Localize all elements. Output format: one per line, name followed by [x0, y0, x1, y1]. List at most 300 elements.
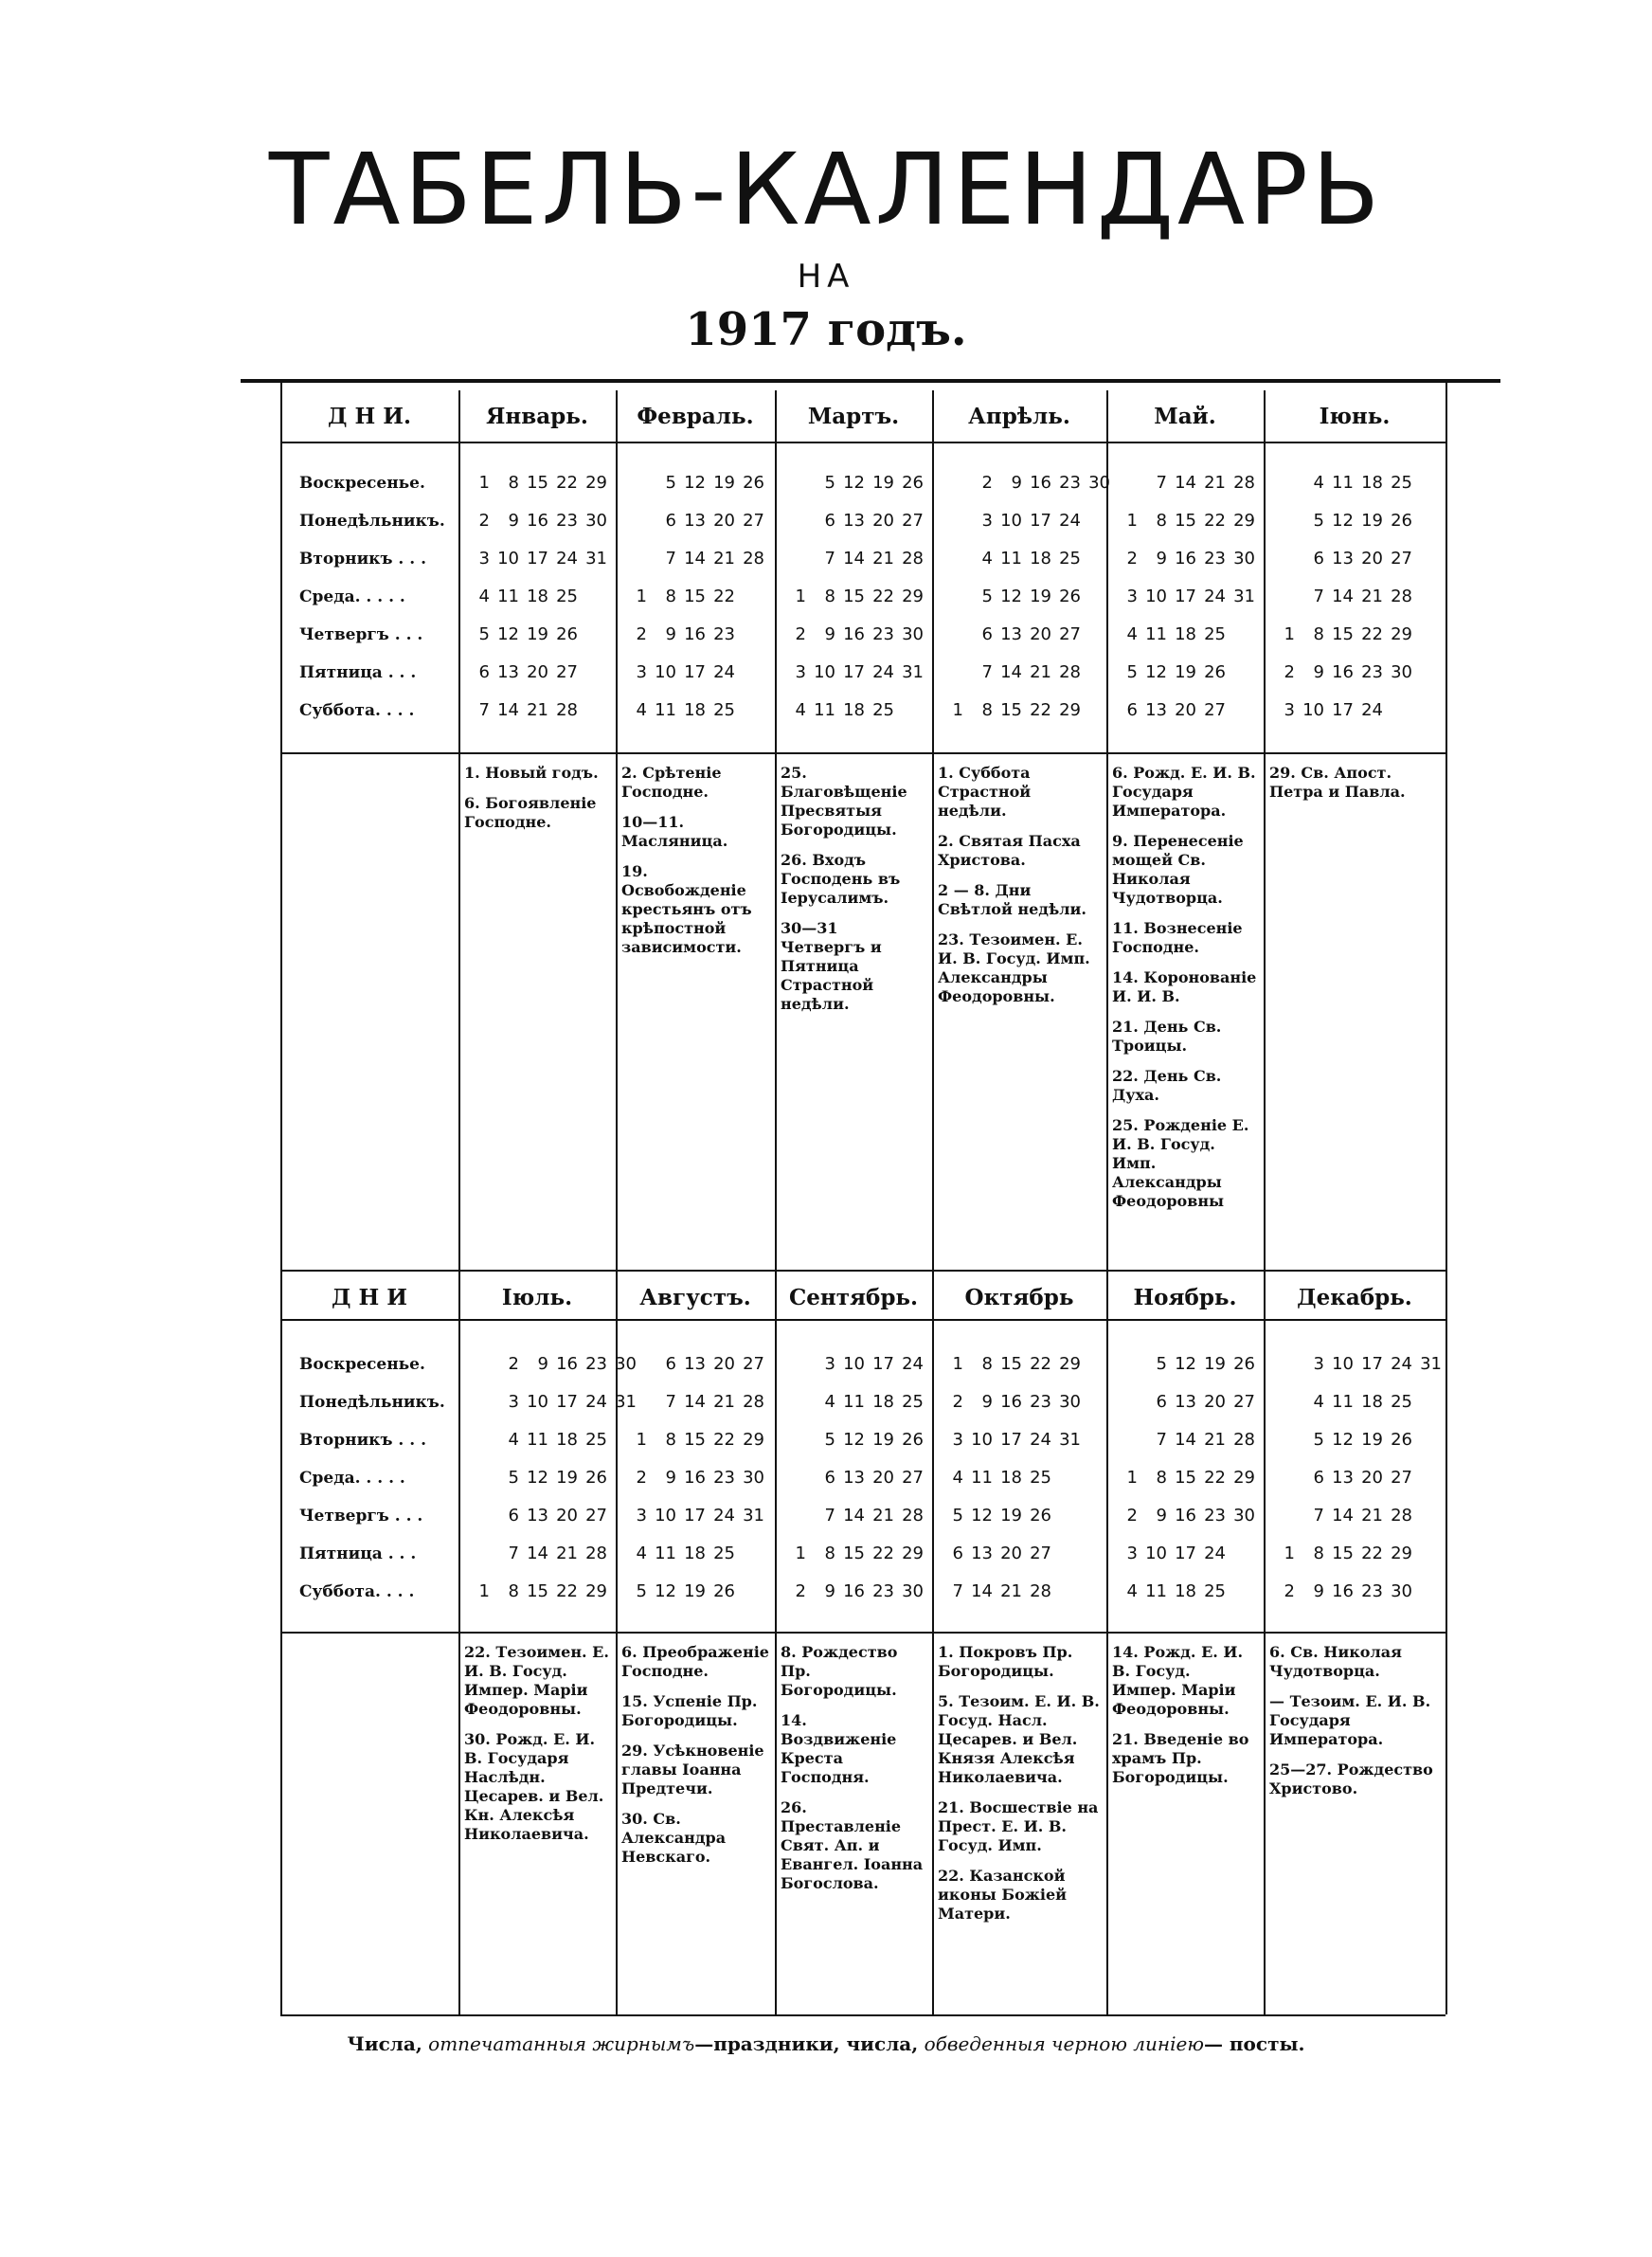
- day-number: 4: [952, 1468, 963, 1488]
- month-days: [620, 464, 766, 730]
- day-number: [620, 540, 649, 578]
- day-number: 12: [971, 1506, 993, 1526]
- day-number: [620, 1345, 649, 1383]
- day-number: 2: [1284, 662, 1295, 682]
- day-number: 11: [971, 1468, 993, 1488]
- day-number: 7: [824, 1506, 835, 1526]
- day-number: 30: [615, 1354, 637, 1374]
- day-number: 20: [527, 662, 548, 682]
- week-row: [779, 502, 925, 540]
- week-row: [936, 1459, 1083, 1497]
- week-row: [936, 540, 1112, 578]
- holiday-notes: [616, 1643, 775, 1878]
- day-number: [1267, 1383, 1297, 1421]
- day-number: 27: [743, 1354, 764, 1374]
- day-number: 3: [795, 662, 806, 682]
- day-name: Воскресенье.: [299, 1355, 425, 1374]
- holiday-note: 25—27. Рождество Христово.: [1269, 1760, 1433, 1797]
- week-row: [779, 578, 925, 616]
- week-row: [620, 1497, 766, 1535]
- day-number: [1267, 578, 1297, 616]
- day-number: 21: [1361, 1506, 1383, 1526]
- day-number: 17: [684, 1506, 706, 1526]
- day-number: 9: [1313, 662, 1324, 682]
- day-number: 3: [636, 1506, 647, 1526]
- day-number: [1414, 1421, 1444, 1459]
- holiday-note: 30. Рожд. Е. И. В. Государя Наслѣдн. Цесарев. и Вел. Кн. Алексѣя Николаевича.: [464, 1730, 604, 1843]
- day-number: 22: [1361, 1544, 1383, 1563]
- day-number: 17: [684, 662, 706, 682]
- day-number: 19: [527, 624, 548, 644]
- day-number: 26: [1030, 1506, 1051, 1526]
- section-rule: [280, 1319, 1446, 1321]
- day-number: 15: [1000, 1354, 1022, 1374]
- week-row: [779, 1421, 925, 1459]
- day-number: [779, 502, 808, 540]
- day-number: 10: [655, 662, 676, 682]
- day-number: 20: [1204, 1392, 1226, 1412]
- month-days: [779, 1345, 925, 1611]
- day-number: 17: [556, 1392, 578, 1412]
- month-days: [620, 1345, 766, 1611]
- day-number: 27: [902, 511, 924, 531]
- day-number: 14: [497, 700, 519, 720]
- holiday-note: 22. Казанской иконы Божіей Матери.: [938, 1867, 1068, 1923]
- day-number: 29: [902, 587, 924, 606]
- week-row: [1110, 616, 1257, 654]
- week-row: [1110, 540, 1257, 578]
- week-row: [779, 616, 925, 654]
- week-row: [462, 1535, 638, 1573]
- footnote-part-b: отпечатанныя жирнымъ: [428, 2032, 695, 2055]
- day-number: 1: [1126, 511, 1138, 531]
- week-row: [462, 1573, 638, 1611]
- day-number: 10: [527, 1392, 548, 1412]
- week-row: [620, 692, 766, 730]
- month-header: Сентябрь.: [788, 1285, 919, 1310]
- day-number: [580, 578, 609, 616]
- month-header: Февраль.: [637, 404, 754, 429]
- day-number: 8: [1156, 1468, 1167, 1488]
- month-days: [1110, 464, 1257, 730]
- week-row: [936, 1535, 1083, 1573]
- day-number: 19: [1361, 1430, 1383, 1450]
- day-number: 24: [1361, 700, 1383, 720]
- day-number: 29: [1391, 624, 1412, 644]
- day-number: 5: [1313, 1430, 1324, 1450]
- day-number: 26: [1204, 662, 1226, 682]
- holiday-note: 2. Святая Пасха Христова.: [938, 832, 1081, 869]
- day-number: [737, 1573, 766, 1611]
- day-number: 27: [1391, 549, 1412, 569]
- day-number: 23: [556, 511, 578, 531]
- day-number: 13: [684, 511, 706, 531]
- day-number: [779, 540, 808, 578]
- day-number: 3: [1284, 700, 1295, 720]
- day-number: 4: [1313, 473, 1324, 493]
- day-number: 23: [713, 624, 735, 644]
- day-number: 10: [814, 662, 835, 682]
- day-number: 5: [508, 1468, 519, 1488]
- day-number: 24: [872, 662, 894, 682]
- day-number: 9: [665, 624, 676, 644]
- week-row: [936, 616, 1112, 654]
- day-number: 28: [1391, 587, 1412, 606]
- week-row: [1267, 1421, 1444, 1459]
- day-number: 11: [843, 1392, 865, 1412]
- day-number: 18: [1030, 549, 1051, 569]
- week-row: [1110, 464, 1257, 502]
- week-row: [462, 502, 609, 540]
- day-number: 21: [556, 1544, 578, 1563]
- footnote-part-e: — посты.: [1203, 2032, 1305, 2055]
- day-number: 11: [1000, 549, 1022, 569]
- day-number: 26: [556, 624, 578, 644]
- day-number: 18: [1175, 624, 1196, 644]
- day-number: 17: [527, 549, 548, 569]
- holiday-note: 30. Св. Александра Невскаго.: [621, 1810, 727, 1866]
- week-row: [936, 1421, 1083, 1459]
- day-number: 1: [1126, 1468, 1138, 1488]
- day-number: 8: [1313, 1544, 1324, 1563]
- day-number: 25: [1030, 1468, 1051, 1488]
- day-number: 27: [1233, 1392, 1255, 1412]
- day-number: 3: [1126, 587, 1138, 606]
- day-number: 29: [902, 1544, 924, 1563]
- day-number: 7: [1313, 1506, 1324, 1526]
- day-number: 24: [1391, 1354, 1412, 1374]
- day-number: 10: [843, 1354, 865, 1374]
- day-number: 22: [556, 1581, 578, 1601]
- day-number: 4: [981, 549, 993, 569]
- day-number: 1: [478, 1581, 490, 1601]
- day-number: 9: [824, 624, 835, 644]
- week-row: [1110, 1345, 1257, 1383]
- day-number: 29: [585, 473, 607, 493]
- day-number: 22: [872, 587, 894, 606]
- day-number: [779, 1421, 808, 1459]
- day-number: 15: [1175, 1468, 1196, 1488]
- day-number: 13: [1332, 549, 1354, 569]
- day-number: 21: [1204, 473, 1226, 493]
- day-number: 19: [872, 473, 894, 493]
- day-number: 25: [1391, 473, 1412, 493]
- day-number: 20: [1000, 1544, 1022, 1563]
- holiday-notes: [458, 764, 616, 843]
- day-number: 31: [1233, 587, 1255, 606]
- week-row: [620, 1345, 766, 1383]
- holiday-note: 30—31 Четвергъ и Пятница Страстной недѣли.: [781, 919, 882, 1013]
- day-number: 20: [872, 1468, 894, 1488]
- holiday-note: 14. Воздвиженіе Креста Господня.: [781, 1711, 897, 1786]
- holiday-note: 21. День Св. Троицы.: [1112, 1018, 1222, 1055]
- day-number: 23: [1204, 549, 1226, 569]
- week-row: [1267, 1459, 1444, 1497]
- holiday-note: 14. Рожд. Е. И. В. Госуд. Импер. Маріи Феодоровны.: [1112, 1643, 1244, 1718]
- day-number: 4: [1126, 624, 1138, 644]
- week-row: [1267, 1383, 1444, 1421]
- day-number: 15: [684, 587, 706, 606]
- day-number: [462, 1345, 492, 1383]
- week-row: [1267, 502, 1414, 540]
- holiday-note: 23. Тезоимен. Е. И. В. Госуд. Имп. Александры Феодоровны.: [938, 930, 1090, 1005]
- holiday-note: 6. Преображеніе Господне.: [621, 1643, 769, 1680]
- holiday-note: 19. Освобожденіе крестьянъ отъ крѣпостной зависимости.: [621, 862, 752, 956]
- day-number: 8: [1313, 624, 1324, 644]
- week-row: [779, 1535, 925, 1573]
- day-number: 7: [952, 1581, 963, 1601]
- day-number: [580, 616, 609, 654]
- day-number: 7: [1156, 1430, 1167, 1450]
- day-number: 11: [497, 587, 519, 606]
- day-name: Пятница . . .: [299, 663, 417, 682]
- week-row: [1267, 464, 1414, 502]
- week-row: [779, 464, 925, 502]
- holiday-notes: [616, 764, 775, 968]
- day-number: 11: [1332, 1392, 1354, 1412]
- page-title: ТАБЕЛЬ-КАЛЕНДАРЬ: [268, 132, 1384, 247]
- day-number: [936, 464, 965, 502]
- day-number: 10: [1145, 587, 1167, 606]
- subtitle-na: НА: [797, 258, 855, 296]
- day-number: 26: [902, 473, 924, 493]
- day-number: 9: [981, 1392, 993, 1412]
- day-number: 6: [824, 511, 835, 531]
- day-number: 23: [1030, 1392, 1051, 1412]
- week-row: [620, 1383, 766, 1421]
- day-number: 20: [713, 511, 735, 531]
- day-number: [779, 1345, 808, 1383]
- day-number: 18: [1175, 1581, 1196, 1601]
- day-number: 6: [824, 1468, 835, 1488]
- holiday-notes: [775, 764, 932, 1025]
- week-row: [1267, 540, 1414, 578]
- week-row: [936, 654, 1112, 692]
- day-name: Среда. . . . .: [299, 587, 405, 606]
- day-number: 21: [527, 700, 548, 720]
- day-number: 5: [1156, 1354, 1167, 1374]
- day-number: 3: [824, 1354, 835, 1374]
- day-number: [1083, 540, 1112, 578]
- day-number: 29: [743, 1430, 764, 1450]
- week-row: [779, 1383, 925, 1421]
- day-number: 14: [843, 549, 865, 569]
- day-number: 14: [684, 1392, 706, 1412]
- holiday-notes: [1106, 764, 1264, 1222]
- days-header: Д Н И: [332, 1285, 407, 1310]
- day-number: 15: [843, 587, 865, 606]
- day-number: [1267, 464, 1297, 502]
- day-number: 23: [1059, 473, 1081, 493]
- holiday-note: 26. Входъ Господень въ Іерусалимъ.: [781, 851, 901, 907]
- week-row: [1110, 1535, 1257, 1573]
- day-number: 2: [1126, 1506, 1138, 1526]
- day-number: [1053, 1497, 1083, 1535]
- week-row: [462, 616, 609, 654]
- day-number: 13: [684, 1354, 706, 1374]
- day-number: 18: [556, 1430, 578, 1450]
- day-number: 24: [713, 1506, 735, 1526]
- day-number: 16: [1030, 473, 1051, 493]
- day-number: [1414, 1383, 1444, 1421]
- day-number: 27: [743, 511, 764, 531]
- day-number: 13: [1175, 1392, 1196, 1412]
- day-number: 30: [1391, 662, 1412, 682]
- week-row: [462, 1345, 638, 1383]
- day-number: 8: [824, 587, 835, 606]
- day-number: 7: [478, 700, 490, 720]
- day-number: 12: [843, 1430, 865, 1450]
- day-number: 24: [556, 549, 578, 569]
- day-number: 8: [665, 1430, 676, 1450]
- day-number: 20: [1361, 549, 1383, 569]
- day-number: 6: [1156, 1392, 1167, 1412]
- day-number: 15: [1332, 1544, 1354, 1563]
- month-header: Январь.: [486, 404, 588, 429]
- day-number: 3: [981, 511, 993, 531]
- day-number: 9: [1313, 1581, 1324, 1601]
- day-number: [462, 1383, 492, 1421]
- day-number: 17: [1361, 1354, 1383, 1374]
- week-row: [462, 464, 609, 502]
- day-number: 26: [1233, 1354, 1255, 1374]
- day-number: 31: [1420, 1354, 1442, 1374]
- day-number: 25: [713, 700, 735, 720]
- day-number: 12: [655, 1581, 676, 1601]
- day-number: 23: [713, 1468, 735, 1488]
- day-number: 24: [1204, 1544, 1226, 1563]
- day-number: 7: [508, 1544, 519, 1563]
- week-row: [462, 654, 609, 692]
- day-number: 13: [843, 511, 865, 531]
- holiday-note: 8. Рождество Пр. Богородицы.: [781, 1643, 898, 1699]
- day-number: [737, 692, 766, 730]
- day-number: [1110, 464, 1140, 502]
- day-number: 30: [1233, 549, 1255, 569]
- week-row: [462, 540, 609, 578]
- day-number: 10: [1302, 700, 1324, 720]
- day-number: 16: [843, 1581, 865, 1601]
- holiday-note: — Тезоим. Е. И. В. Государя Императора.: [1269, 1692, 1431, 1748]
- week-row: [1110, 502, 1257, 540]
- week-row: [779, 1459, 925, 1497]
- holiday-note: 14. Коронованіе И. И. В.: [1112, 968, 1257, 1005]
- day-number: 17: [1175, 1544, 1196, 1563]
- day-number: 11: [655, 700, 676, 720]
- holiday-note: 25. Благовѣщеніе Пресвятыя Богородицы.: [781, 764, 907, 839]
- day-number: 7: [665, 549, 676, 569]
- day-number: 12: [1145, 662, 1167, 682]
- week-row: [936, 692, 1112, 730]
- days-header: Д Н И.: [328, 404, 411, 429]
- day-number: 23: [872, 1581, 894, 1601]
- day-number: 23: [1204, 1506, 1226, 1526]
- day-number: 2: [478, 511, 490, 531]
- day-number: 5: [981, 587, 993, 606]
- day-number: 24: [585, 1392, 607, 1412]
- day-number: [1385, 692, 1414, 730]
- footnote-part-d: обведенныя черною линіею: [924, 2032, 1204, 2055]
- week-row: [620, 540, 766, 578]
- day-number: 21: [1204, 1430, 1226, 1450]
- day-number: 28: [743, 1392, 764, 1412]
- day-number: 10: [971, 1430, 993, 1450]
- day-number: 5: [824, 1430, 835, 1450]
- day-number: [1228, 1535, 1257, 1573]
- day-number: 18: [1000, 1468, 1022, 1488]
- day-number: 16: [527, 511, 548, 531]
- day-number: 23: [1361, 662, 1383, 682]
- day-number: 20: [1175, 700, 1196, 720]
- day-number: 30: [1088, 473, 1110, 493]
- day-number: 22: [1030, 700, 1051, 720]
- day-number: 15: [527, 1581, 548, 1601]
- week-row: [1267, 692, 1414, 730]
- day-number: [737, 616, 766, 654]
- day-number: 11: [814, 700, 835, 720]
- day-number: 20: [713, 1354, 735, 1374]
- day-number: [1083, 578, 1112, 616]
- holiday-note: 29. Усѣкновеніе главы Іоанна Предтечи.: [621, 1742, 764, 1797]
- day-number: 28: [1233, 1430, 1255, 1450]
- day-number: [1083, 502, 1112, 540]
- day-number: 30: [1059, 1392, 1081, 1412]
- day-number: 5: [952, 1506, 963, 1526]
- week-row: [620, 1459, 766, 1497]
- day-number: 14: [971, 1581, 993, 1601]
- footnote-part-c: —праздники, числа,: [694, 2032, 919, 2055]
- day-number: 12: [1332, 1430, 1354, 1450]
- holiday-note: 2 — 8. Дни Свѣтлой недѣли.: [938, 881, 1086, 918]
- month-days: [936, 1345, 1083, 1611]
- day-number: 2: [508, 1354, 519, 1374]
- holiday-note: 29. Св. Апост. Петра и Павла.: [1269, 764, 1406, 801]
- week-row: [1267, 654, 1414, 692]
- day-number: 25: [1059, 549, 1081, 569]
- day-number: [580, 654, 609, 692]
- day-number: 2: [795, 1581, 806, 1601]
- day-number: 18: [684, 1544, 706, 1563]
- day-number: 21: [872, 549, 894, 569]
- day-number: 6: [508, 1506, 519, 1526]
- day-number: 8: [508, 473, 519, 493]
- holiday-note: 6. Богоявленіе Господне.: [464, 794, 597, 831]
- holiday-note: 5. Тезоим. Е. И. В. Госуд. Насл. Цесарев. и Вел. Князя Алексѣя Николаевича.: [938, 1692, 1100, 1786]
- day-number: 7: [981, 662, 993, 682]
- day-number: [620, 1383, 649, 1421]
- day-number: 3: [1313, 1354, 1324, 1374]
- day-number: 8: [508, 1581, 519, 1601]
- day-number: 8: [981, 1354, 993, 1374]
- day-number: [1083, 654, 1112, 692]
- week-row: [1110, 578, 1257, 616]
- day-number: 26: [902, 1430, 924, 1450]
- day-number: 21: [1361, 587, 1383, 606]
- day-number: 26: [1059, 587, 1081, 606]
- day-number: 29: [585, 1581, 607, 1601]
- day-number: 14: [1332, 587, 1354, 606]
- day-number: 1: [952, 700, 963, 720]
- day-number: [1414, 1459, 1444, 1497]
- day-name: Понедѣльникъ.: [299, 1393, 445, 1412]
- week-row: [779, 1345, 925, 1383]
- section-rule: [280, 2014, 1446, 2016]
- day-number: 13: [1145, 700, 1167, 720]
- week-row: [779, 1573, 925, 1611]
- day-number: 25: [902, 1392, 924, 1412]
- day-number: 21: [1000, 1581, 1022, 1601]
- day-number: 29: [1059, 1354, 1081, 1374]
